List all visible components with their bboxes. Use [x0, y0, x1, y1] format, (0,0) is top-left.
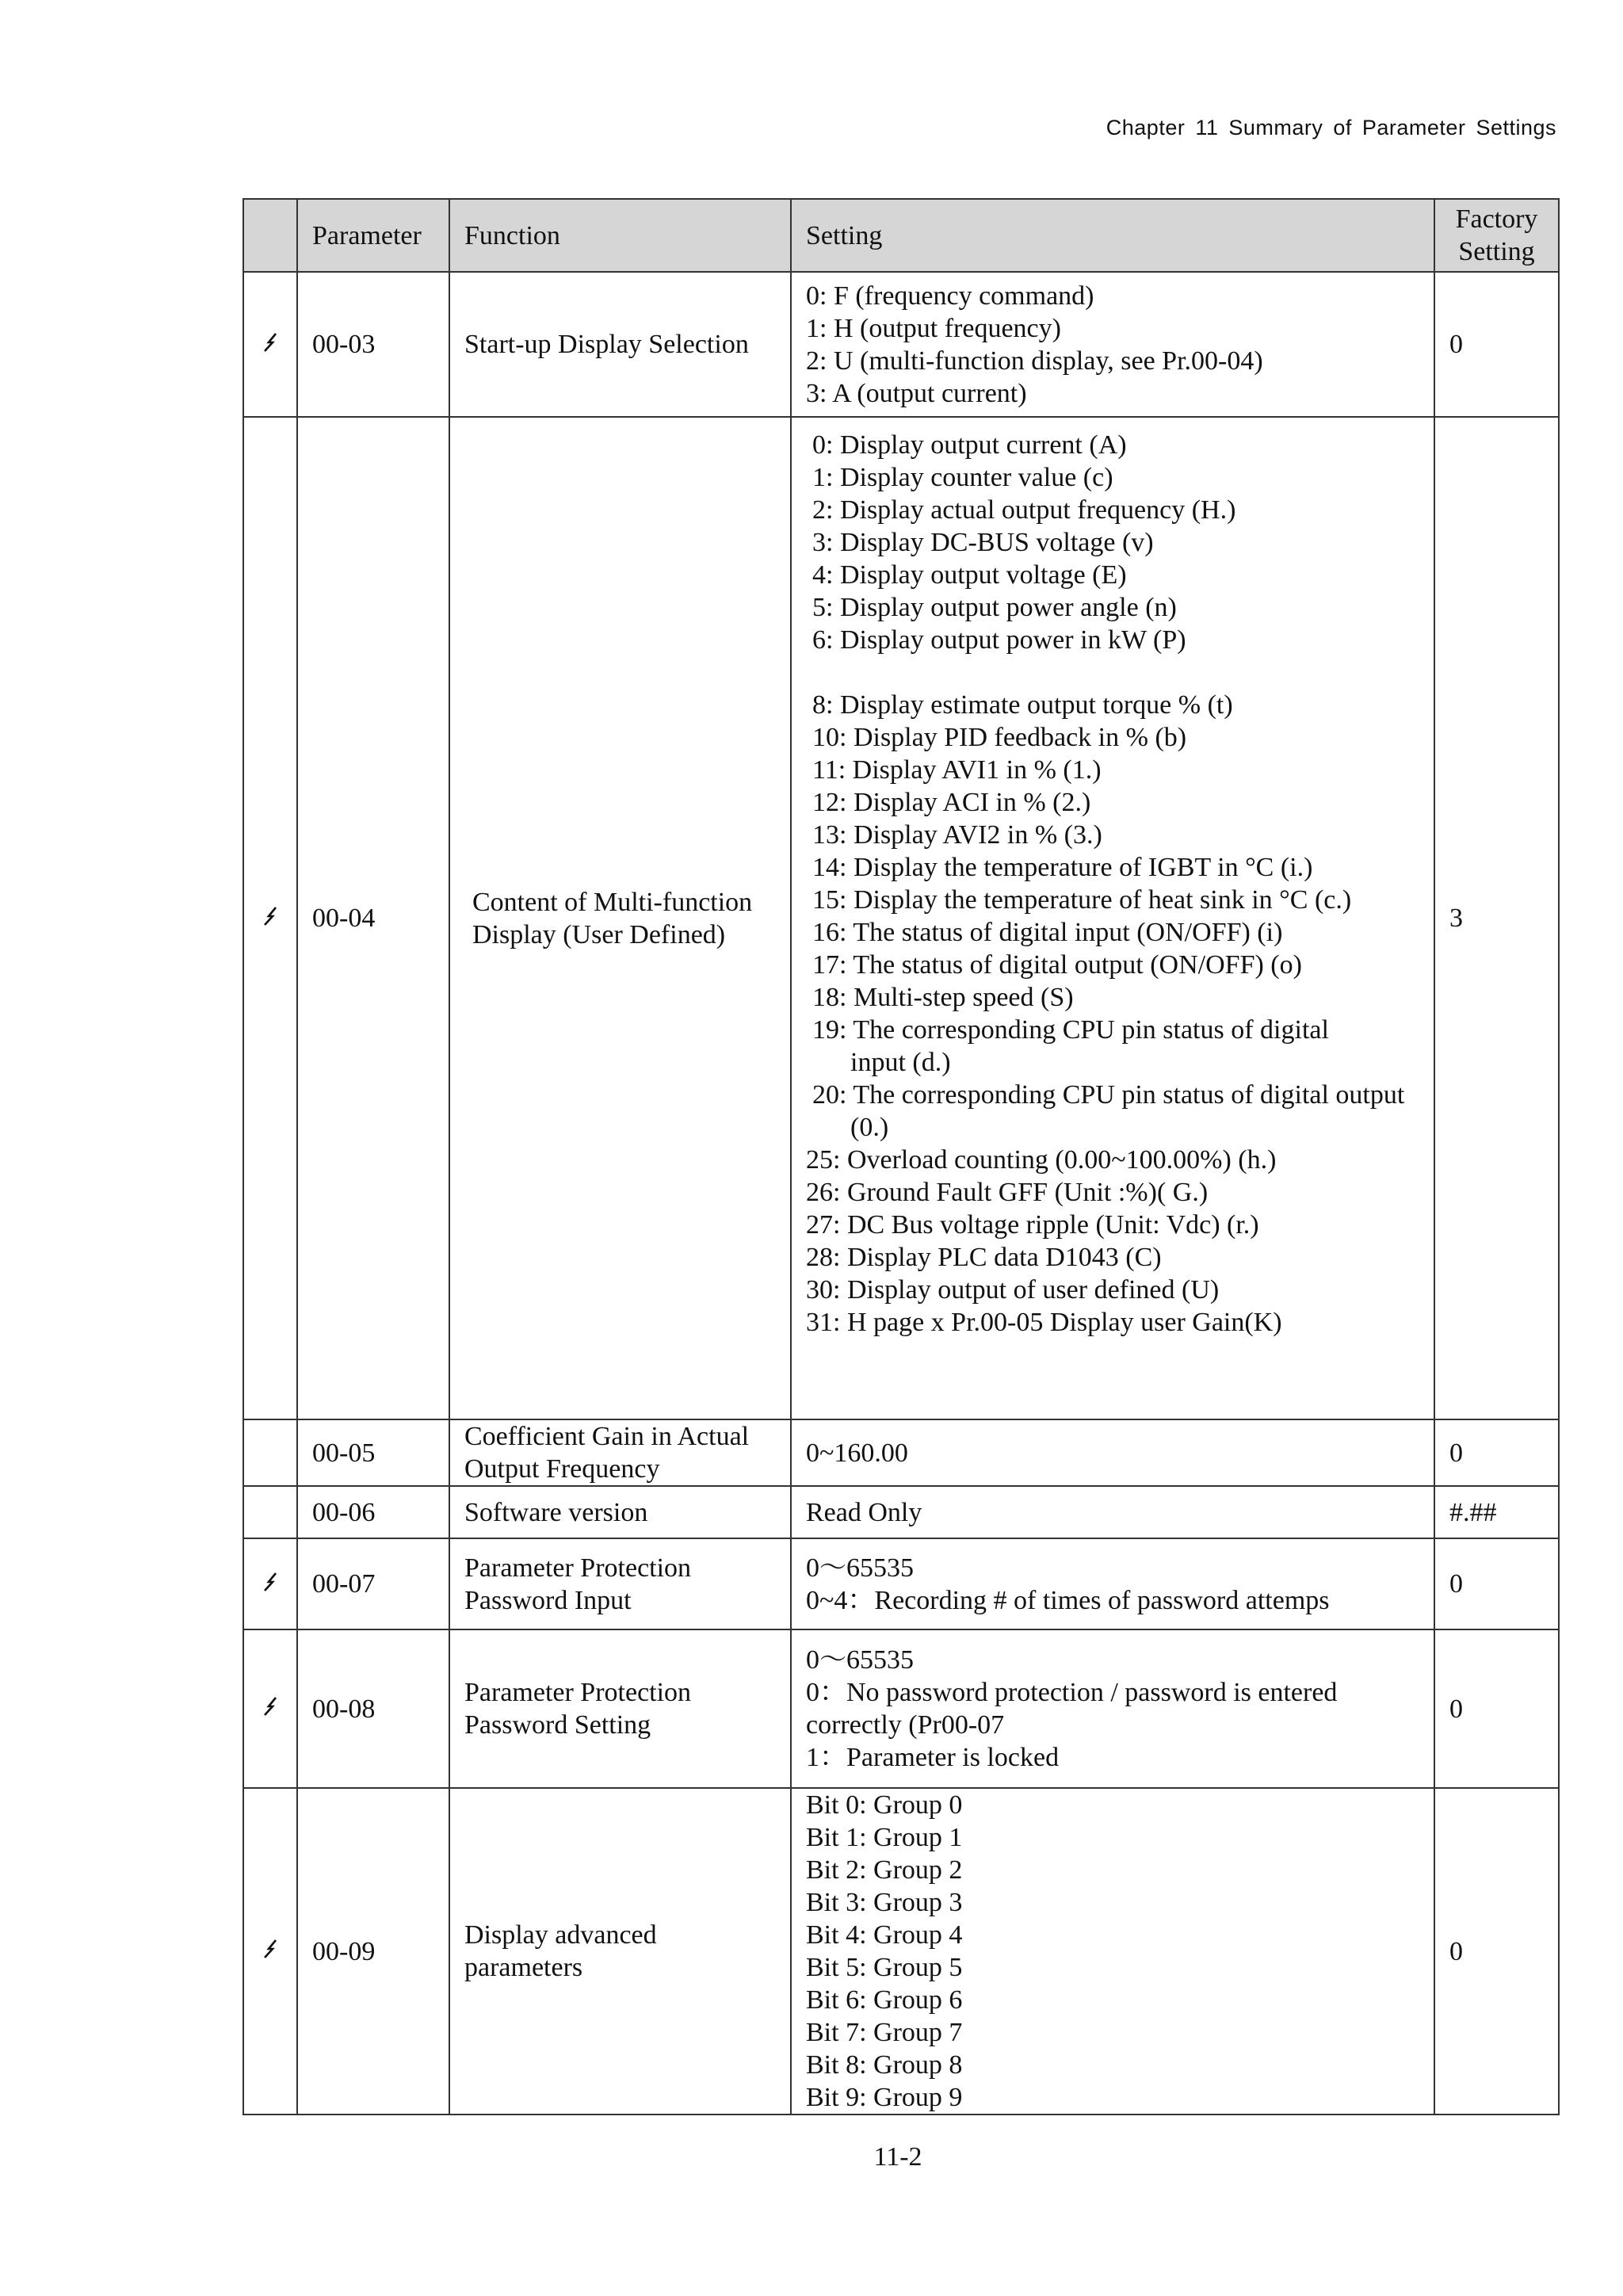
mark-cell: [243, 1538, 297, 1629]
setting-line: correctly (Pr00-07: [806, 1710, 1005, 1740]
function-cell: [449, 1419, 791, 1486]
lightning-icon: [262, 1568, 279, 1601]
setting-line: 0: F (frequency command): [806, 281, 1094, 311]
header-function: Function: [449, 199, 791, 272]
setting-line: Bit 8: Group 8: [806, 2050, 963, 2080]
setting-line: 10: Display PID feedback in % (b): [812, 723, 1187, 752]
setting-cell: [791, 1629, 1434, 1788]
function-line: Display advanced: [464, 1920, 657, 1950]
setting-line: 15: Display the temperature of heat sink in °C (c.): [812, 885, 1352, 915]
function-line: Content of Multi-function: [472, 887, 753, 917]
setting-cell: [791, 1788, 1434, 2115]
setting-line: 5: Display output power angle (n): [812, 593, 1177, 622]
factory-setting-cell: 0: [1434, 1419, 1559, 1486]
factory-setting-cell: 0: [1434, 1538, 1559, 1629]
mark-cell: [243, 1629, 297, 1788]
setting-line: input (d.): [850, 1048, 951, 1077]
setting-line: 2: Display actual output frequency (H.): [812, 495, 1236, 525]
setting-line: 16: The status of digital input (ON/OFF) (i): [812, 918, 1283, 947]
mark-cell: [243, 1788, 297, 2115]
function-line: Password Setting: [464, 1710, 651, 1740]
setting-line: Bit 7: Group 7: [806, 2018, 963, 2047]
setting-line: 3: A (output current): [806, 378, 1027, 408]
mark-cell: [243, 417, 297, 1419]
function-cell: [449, 272, 791, 417]
setting-cell: [791, 417, 1434, 1419]
setting-line: 28: Display PLC data D1043 (C): [806, 1243, 1162, 1272]
setting-line: 31: H page x Pr.00-05 Display user Gain(K): [806, 1308, 1282, 1337]
setting-line: 20: The corresponding CPU pin status of digital output: [812, 1080, 1405, 1110]
function-cell: [449, 1629, 791, 1788]
parameter-cell: 00-05: [297, 1419, 449, 1486]
setting-line: Bit 9: Group 9: [806, 2083, 963, 2112]
function-cell: [449, 1486, 791, 1538]
mark-cell: [243, 1486, 297, 1538]
setting-line: 0: Display output current (A): [812, 430, 1127, 460]
parameter-cell: 00-08: [297, 1629, 449, 1788]
factory-setting-cell: 0: [1434, 1788, 1559, 2115]
function-cell: [449, 1788, 791, 2115]
setting-line: 26: Ground Fault GFF (Unit :%)( G.): [806, 1178, 1209, 1207]
setting-line: 2: U (multi-function display, see Pr.00-04): [806, 346, 1263, 376]
setting-line: Bit 6: Group 6: [806, 1985, 963, 2015]
function-line: Software version: [464, 1497, 648, 1527]
function-line: Password Input: [464, 1585, 632, 1615]
mark-cell: [243, 1419, 297, 1486]
setting-line: 14: Display the temperature of IGBT in °C (i.): [812, 853, 1313, 882]
setting-line: Bit 3: Group 3: [806, 1888, 963, 1917]
setting-line: 12: Display ACI in % (2.): [812, 788, 1091, 817]
parameter-cell: 00-09: [297, 1788, 449, 2115]
mark-cell: [243, 272, 297, 417]
header-setting: Setting: [791, 199, 1434, 272]
lightning-icon: [262, 1693, 279, 1725]
setting-line: 1: Display counter value (c): [812, 463, 1113, 492]
setting-line: 0～65535: [806, 1553, 914, 1583]
setting-line: (0.): [850, 1113, 889, 1142]
setting-line: 17: The status of digital output (ON/OFF) (o): [812, 950, 1302, 980]
setting-line: 18: Multi-step speed (S): [812, 983, 1074, 1012]
setting-line: 6: Display output power in kW (P): [812, 625, 1186, 655]
table-body: [243, 272, 1559, 2115]
setting-line: 4: Display output voltage (E): [812, 560, 1127, 590]
setting-line: Bit 0: Group 0: [806, 1790, 963, 1820]
setting-gap: [806, 656, 1419, 689]
setting-line: 25: Overload counting (0.00~100.00%) (h.): [806, 1145, 1277, 1175]
table-row: [243, 1538, 1559, 1629]
header-factory-setting: [1434, 199, 1559, 272]
setting-line: 11: Display AVI1 in % (1.): [812, 755, 1102, 785]
factory-setting-cell: 3: [1434, 417, 1559, 1419]
setting-line: 19: The corresponding CPU pin status of digital: [812, 1015, 1329, 1045]
function-line: Parameter Protection: [464, 1678, 692, 1707]
setting-line: Bit 2: Group 2: [806, 1855, 963, 1885]
table-row: [243, 272, 1559, 417]
parameter-cell: 00-07: [297, 1538, 449, 1629]
setting-line: Bit 1: Group 1: [806, 1823, 963, 1852]
chapter-header: Chapter 11 Summary of Parameter Settings: [1106, 116, 1556, 139]
function-line: Display (User Defined): [472, 919, 726, 949]
setting-line: 0～65535: [806, 1645, 914, 1675]
parameter-cell: 00-04: [297, 417, 449, 1419]
function-cell: [449, 417, 791, 1419]
function-line: Output Frequency: [464, 1454, 660, 1484]
setting-line: 27: DC Bus voltage ripple (Unit: Vdc) (r.): [806, 1210, 1259, 1240]
setting-line: 0~4：Recording # of times of password attemps: [806, 1585, 1330, 1615]
lightning-icon: [262, 329, 279, 361]
function-line: parameters: [464, 1953, 583, 1982]
table-row: [243, 1419, 1559, 1486]
table-row: [243, 1486, 1559, 1538]
setting-line: 1: H (output frequency): [806, 313, 1061, 343]
header-factory-line2: Setting: [1458, 237, 1535, 266]
parameter-cell: 00-03: [297, 272, 449, 417]
setting-line: 0~160.00: [806, 1438, 908, 1468]
setting-line: Read Only: [806, 1497, 922, 1527]
table-row: [243, 417, 1559, 1419]
lightning-icon: [262, 903, 279, 935]
setting-line: Bit 4: Group 4: [806, 1920, 963, 1950]
factory-setting-cell: 0: [1434, 1629, 1559, 1788]
setting-cell: [791, 272, 1434, 417]
parameter-cell: 00-06: [297, 1486, 449, 1538]
setting-line: 1：Parameter is locked: [806, 1743, 1060, 1772]
setting-line: 30: Display output of user defined (U): [806, 1275, 1220, 1305]
header-parameter: Parameter: [297, 199, 449, 272]
table-row: [243, 1788, 1559, 2115]
factory-setting-cell: 0: [1434, 272, 1559, 417]
function-line: Coefficient Gain in Actual: [464, 1422, 750, 1451]
setting-line: Bit 5: Group 5: [806, 1953, 963, 1982]
setting-cell: [791, 1419, 1434, 1486]
header-factory-line1: Factory: [1455, 204, 1538, 234]
table-header-row: [243, 199, 1559, 272]
parameter-table: [242, 198, 1560, 2115]
header-mark-cell: [243, 199, 297, 272]
setting-line: 8: Display estimate output torque % (t): [812, 690, 1233, 720]
factory-setting-cell: #.##: [1434, 1486, 1559, 1538]
setting-line: 13: Display AVI2 in % (3.): [812, 820, 1102, 850]
setting-cell: [791, 1486, 1434, 1538]
page-number: 11-2: [873, 2142, 922, 2172]
table-row: [243, 1629, 1559, 1788]
setting-line: 0：No password protection / password is entered: [806, 1678, 1338, 1707]
function-line: Start-up Display Selection: [464, 330, 749, 359]
lightning-icon: [262, 1935, 279, 1968]
function-cell: [449, 1538, 791, 1629]
function-line: Parameter Protection: [464, 1553, 692, 1583]
setting-cell: [791, 1538, 1434, 1629]
setting-line: 3: Display DC-BUS voltage (v): [812, 528, 1154, 557]
